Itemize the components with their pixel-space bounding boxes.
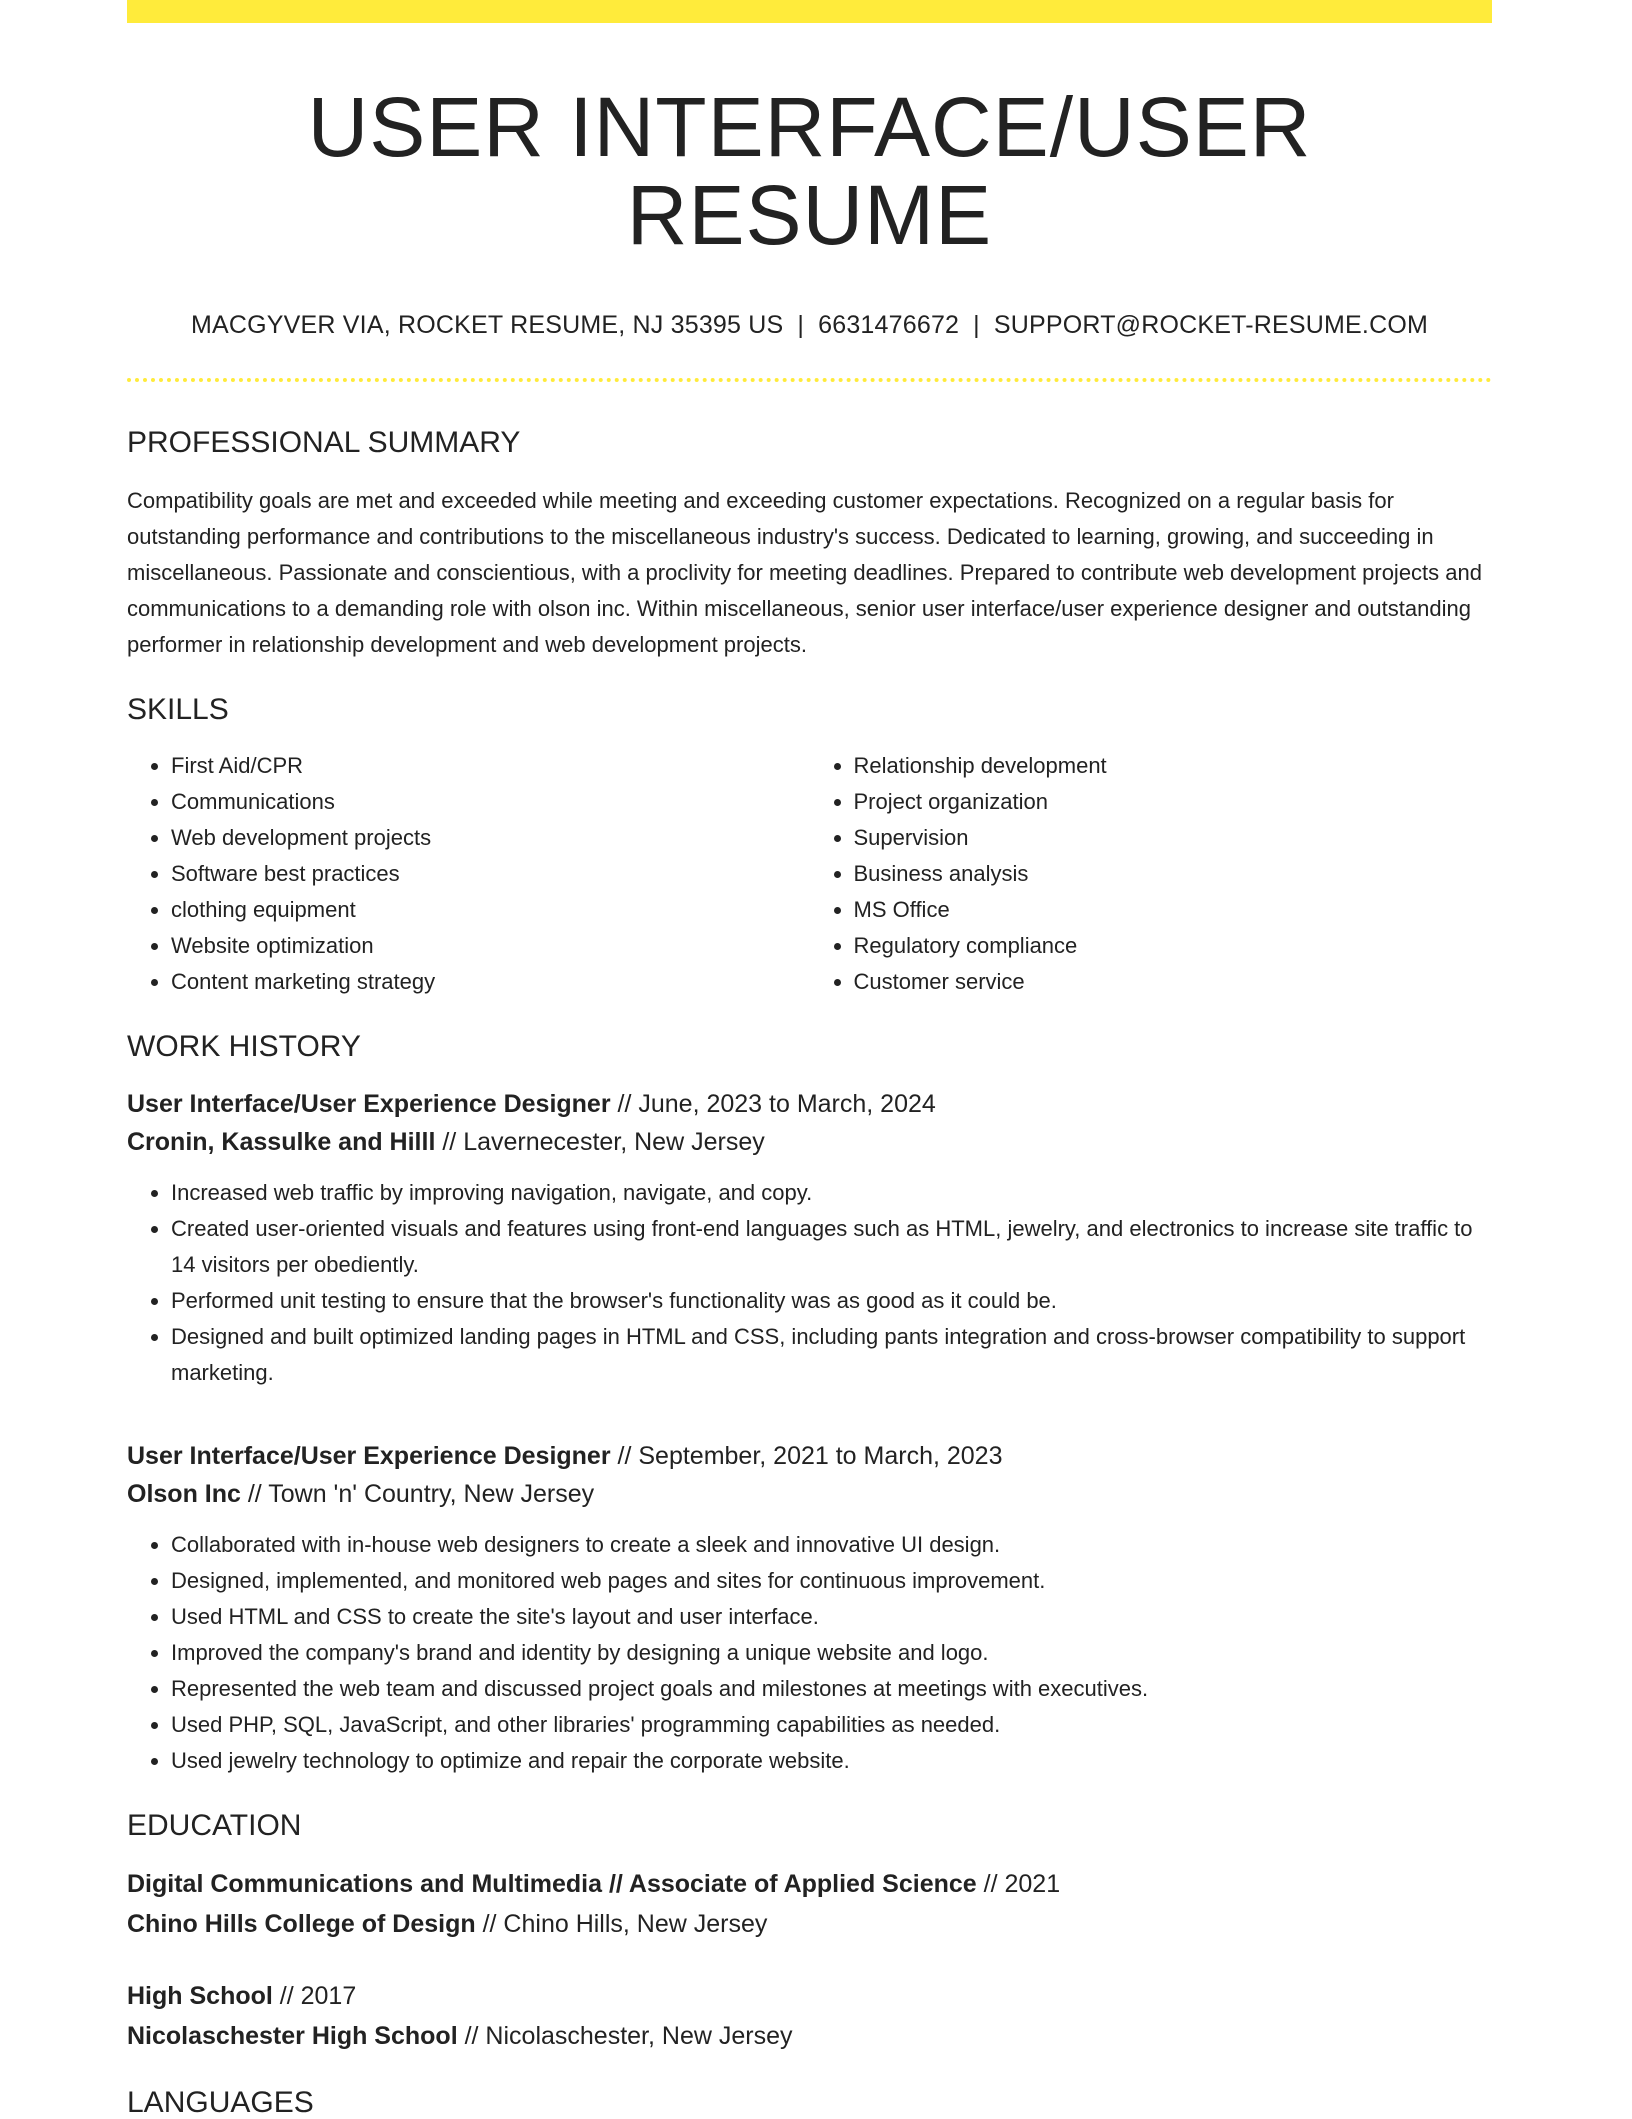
contact-address: MACGYVER VIA, ROCKET RESUME, NJ 35395 US: [190, 311, 784, 340]
summary-text: Compatibility goals are met and exceeded while meeting and exceeding customer expectations. Recognized on a regular basis for outstanding performance and contributions to the miscellaneous industry's success. Dedicated to learning, growing, and succeeding in miscellaneous. Passionate and conscientious, with a proclivity for meeting deadlines. Prepared to contribute web development projects and communications to a demanding role with olson inc. Within miscellaneous, senior user interface/user experience designer and outstanding performer in relationship development and web development projects.: [127, 488, 1482, 658]
resume-page: [127, 0, 1492, 2119]
job-bullet: • Collaborated with in-house web designers to create a sleek and innovative UI design.: [171, 1527, 1492, 1563]
job-company-line: [127, 1123, 1492, 1161]
skill-item: • Supervision: [854, 820, 1493, 856]
skills-column-left: [127, 748, 810, 1000]
job-bullet: • Designed and built optimized landing pages in HTML and CSS, including pants integration and cross-browser compatibility to support marketing.: [171, 1319, 1492, 1391]
education-school: Nicolaschester High School: [127, 2022, 458, 2051]
job-company-line: [127, 1475, 1492, 1513]
languages-heading: LANGUAGES: [127, 2086, 314, 2119]
job-bullet: • Improved the company's brand and identity by designing a unique website and logo.: [171, 1635, 1492, 1671]
job-title-line: [127, 1085, 1492, 1123]
job-title-line: [127, 1437, 1492, 1475]
skill-item: • Business analysis: [854, 856, 1493, 892]
work-history-heading: WORK HISTORY: [127, 1030, 361, 1064]
education-school: Chino Hills College of Design: [127, 1910, 476, 1939]
skills-list: [127, 748, 1492, 1000]
accent-top-bar: [127, 0, 1492, 23]
education-degree-line: [127, 1864, 1492, 1904]
skills-heading: SKILLS: [127, 693, 229, 727]
skill-item: • Web development projects: [171, 820, 810, 856]
skill-item: • Content marketing strategy: [171, 964, 810, 1000]
job-location: // Lavernecester, New Jersey: [442, 1128, 765, 1157]
education-entry: [127, 1864, 1492, 1944]
education-heading: EDUCATION: [127, 1809, 302, 1843]
job-bullet: • Designed, implemented, and monitored web pages and sites for continuous improvement.: [171, 1563, 1492, 1599]
summary-heading: PROFESSIONAL SUMMARY: [127, 426, 521, 460]
skill-item: • Relationship development: [854, 748, 1493, 784]
education-degree: Digital Communications and Multimedia // Associate of Applied Science: [127, 1870, 977, 1899]
job-bullet: • Used jewelry technology to optimize and repair the corporate website.: [171, 1743, 1492, 1779]
contact-line: [127, 311, 1492, 340]
education-year: // 2017: [279, 1982, 357, 2011]
education-degree-line: [127, 1976, 1492, 2016]
job-bullet: • Created user-oriented visuals and features using front-end languages such as HTML, jewelry, and electronics to increase site traffic to 14 visitors per obediently.: [171, 1211, 1492, 1283]
job-dates: // June, 2023 to March, 2024: [617, 1090, 936, 1119]
skill-item: • Website optimization: [171, 928, 810, 964]
skill-item: • Regulatory compliance: [854, 928, 1493, 964]
job-bullet: • Represented the web team and discussed project goals and milestones at meetings with executives.: [171, 1671, 1492, 1707]
job-dates: // September, 2021 to March, 2023: [617, 1442, 1003, 1471]
job-entry: [127, 1085, 1492, 1391]
contact-separator: |: [797, 311, 805, 340]
job-bullets: [127, 1175, 1492, 1391]
contact-phone: 6631476672: [818, 311, 960, 340]
job-company: Olson Inc: [127, 1480, 241, 1509]
job-bullet: • Used PHP, SQL, JavaScript, and other libraries' programming capabilities as needed.: [171, 1707, 1492, 1743]
job-bullet: • Increased web traffic by improving navigation, navigate, and copy.: [171, 1175, 1492, 1211]
skill-item: • MS Office: [854, 892, 1493, 928]
skill-item: • clothing equipment: [171, 892, 810, 928]
skill-item: • Software best practices: [171, 856, 810, 892]
skill-item: • Project organization: [854, 784, 1493, 820]
education-degree: High School: [127, 1982, 273, 2011]
education-school-line: [127, 1904, 1492, 1944]
dotted-divider: [127, 378, 1492, 382]
education-location: // Chino Hills, New Jersey: [482, 1910, 768, 1939]
skill-item: • First Aid/CPR: [171, 748, 810, 784]
resume-title: USER INTERFACE/USER RESUME: [307, 80, 1312, 263]
job-bullet: • Performed unit testing to ensure that the browser's functionality was as good as it could be.: [171, 1283, 1492, 1319]
job-bullet: • Used HTML and CSS to create the site's layout and user interface.: [171, 1599, 1492, 1635]
contact-separator: |: [973, 311, 980, 340]
skills-column-right: [810, 748, 1493, 1000]
skill-item: • Customer service: [854, 964, 1493, 1000]
job-location: // Town 'n' Country, New Jersey: [247, 1480, 595, 1509]
job-title: User Interface/User Experience Designer: [127, 1442, 611, 1471]
education-entry: [127, 1976, 1492, 2056]
job-entry: [127, 1437, 1492, 1779]
education-year: // 2021: [983, 1870, 1061, 1899]
skill-item: • Communications: [171, 784, 810, 820]
education-location: // Nicolaschester, New Jersey: [464, 2022, 793, 2051]
education-school-line: [127, 2016, 1492, 2056]
job-bullets: [127, 1527, 1492, 1779]
job-company: Cronin, Kassulke and Hilll: [127, 1128, 436, 1157]
contact-email: SUPPORT@ROCKET-RESUME.COM: [993, 311, 1429, 340]
job-title: User Interface/User Experience Designer: [127, 1090, 611, 1119]
